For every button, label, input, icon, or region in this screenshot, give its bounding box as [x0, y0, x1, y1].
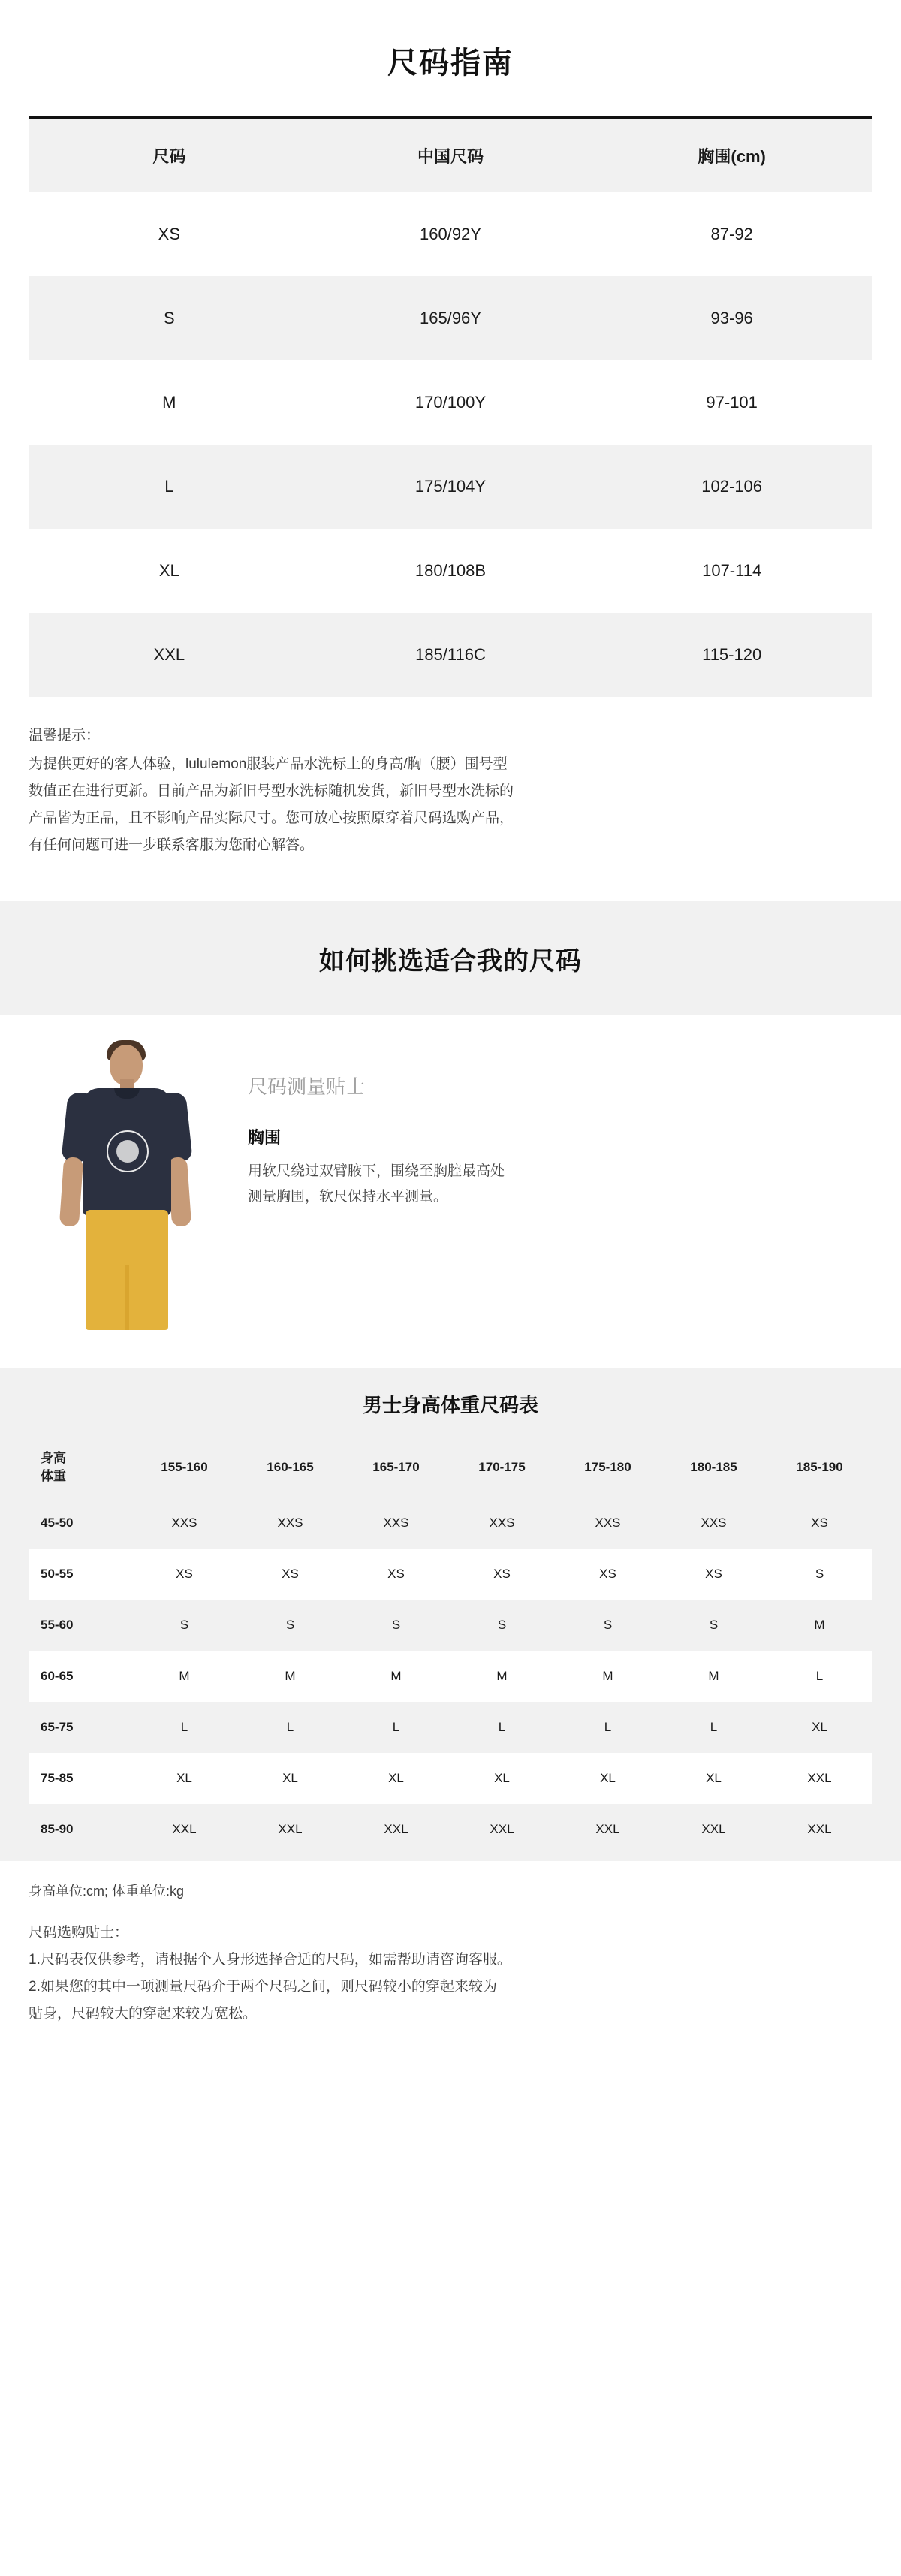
cell-size: M [131, 1651, 237, 1702]
cell-chest: 93-96 [591, 276, 872, 360]
cell-china-size: 175/104Y [310, 445, 592, 529]
row-header-weight: 60-65 [29, 1651, 131, 1702]
table-header-row [29, 119, 872, 192]
tips-subheading-chest: 胸围 [248, 1128, 282, 1147]
cell-size: M [237, 1651, 343, 1702]
corner-header-height: 身高 [41, 1451, 66, 1465]
cell-chest: 115-120 [591, 613, 872, 697]
cell-size: XXL [767, 1753, 872, 1804]
height-weight-table [29, 1437, 872, 1855]
cell-size: XL [343, 1753, 449, 1804]
row-header-weight: 50-55 [29, 1549, 131, 1600]
warm-tips-title: 温馨提示： [29, 728, 101, 744]
corner-header [29, 1437, 131, 1498]
cell-size: M [29, 360, 310, 445]
column-header-height-range: 175-180 [555, 1437, 661, 1498]
cell-china-size: 185/116C [310, 613, 592, 697]
cell-size: M [449, 1651, 555, 1702]
size-table-container [29, 116, 872, 697]
measurement-tips-text [248, 1040, 901, 1210]
cell-size: XS [131, 1549, 237, 1600]
cell-size: XS [449, 1549, 555, 1600]
cell-chest: 97-101 [591, 360, 872, 445]
cell-size: XL [767, 1702, 872, 1753]
purchase-tips-note [29, 1920, 872, 2028]
column-header-height-range: 185-190 [767, 1437, 872, 1498]
cell-size: XXS [661, 1498, 767, 1549]
cell-size: M [661, 1651, 767, 1702]
column-header-china-size: 中国尺码 [310, 119, 592, 192]
cell-size: XXS [449, 1498, 555, 1549]
warm-tips-line-2: 数值正在进行更新。目前产品为新旧号型水洗标随机发货，新旧号型水洗标的 [29, 783, 514, 799]
cell-size: L [131, 1702, 237, 1753]
cell-size: XXL [661, 1804, 767, 1855]
tips-body [248, 1159, 638, 1210]
cell-size: S [131, 1600, 237, 1651]
cell-size: XL [661, 1753, 767, 1804]
column-header-size: 尺码 [29, 119, 310, 192]
cell-size: S [237, 1600, 343, 1651]
cell-size: XXL [131, 1804, 237, 1855]
column-header-height-range: 160-165 [237, 1437, 343, 1498]
cell-size: XS [237, 1549, 343, 1600]
cell-size: L [29, 445, 310, 529]
cell-size: XS [767, 1498, 872, 1549]
column-header-height-range: 155-160 [131, 1437, 237, 1498]
cell-size: XXL [343, 1804, 449, 1855]
row-header-weight: 55-60 [29, 1600, 131, 1651]
table-row [29, 1549, 872, 1600]
table-row [29, 1753, 872, 1804]
row-header-weight: 65-75 [29, 1702, 131, 1753]
tips-heading: 尺码测量贴士 [248, 1075, 366, 1098]
how-to-choose-section-header [0, 901, 901, 1015]
model-figure [0, 1040, 248, 1341]
left-arm-shape [59, 1157, 83, 1227]
cell-size: S [343, 1600, 449, 1651]
cell-chest: 87-92 [591, 192, 872, 276]
table-row [29, 1498, 872, 1549]
cell-size: XL [555, 1753, 661, 1804]
unit-note: 身高单位:cm; 体重单位:kg [29, 1884, 185, 1899]
cell-size: XXL [449, 1804, 555, 1855]
measurement-tips-row [0, 1015, 901, 1357]
warm-tips-line-1: 为提供更好的客人体验，lululemon服装产品水洗标上的身高/胸（腰）围号型 [29, 756, 508, 772]
cell-chest: 107-114 [591, 529, 872, 613]
cell-size: XXL [29, 613, 310, 697]
cell-size: M [343, 1651, 449, 1702]
purchase-tips-line-1: 1.尺码表仅供参考，请根据个人身形选择合适的尺码，如需帮助请咨询客服。 [29, 1952, 511, 1968]
tips-body-line-2: 测量胸围，软尺保持水平测量。 [248, 1189, 448, 1205]
purchase-tips-line-3: 贴身，尺码较大的穿起来较为宽松。 [29, 2006, 258, 2022]
chest-logo-icon [107, 1130, 149, 1172]
cell-china-size: 170/100Y [310, 360, 592, 445]
cell-size: L [555, 1702, 661, 1753]
cell-size: XS [29, 192, 310, 276]
height-weight-title: 男士身高体重尺码表 [362, 1394, 538, 1416]
cell-size: XL [237, 1753, 343, 1804]
cell-china-size: 160/92Y [310, 192, 592, 276]
table-row [29, 360, 872, 445]
page-title: 尺码指南 [387, 47, 514, 80]
warm-tips-line-3: 产品皆为正品，且不影响产品实际尺寸。您可放心按照原穿着尺码选购产品， [29, 810, 514, 826]
cell-size: M [767, 1600, 872, 1651]
tips-body-line-1: 用软尺绕过双臂腋下，围绕至胸腔最高处 [248, 1163, 505, 1179]
cell-size: XXL [767, 1804, 872, 1855]
cell-size: S [555, 1600, 661, 1651]
cell-size: XL [131, 1753, 237, 1804]
column-header-height-range: 180-185 [661, 1437, 767, 1498]
cell-size: L [343, 1702, 449, 1753]
table-row [29, 1651, 872, 1702]
cell-size: XXS [555, 1498, 661, 1549]
table-row [29, 1600, 872, 1651]
size-table [29, 119, 872, 697]
column-header-chest: 胸围(cm) [591, 119, 872, 192]
cell-size: S [449, 1600, 555, 1651]
cell-size: S [767, 1549, 872, 1600]
purchase-tips-title: 尺码选购贴士： [29, 1925, 129, 1941]
height-weight-section [0, 1368, 901, 1861]
cell-size: XXS [237, 1498, 343, 1549]
warm-tips-note [29, 722, 872, 859]
cell-size: L [449, 1702, 555, 1753]
cell-size: XS [555, 1549, 661, 1600]
cell-size: M [555, 1651, 661, 1702]
row-header-weight: 75-85 [29, 1753, 131, 1804]
table-row [29, 613, 872, 697]
table-row [29, 192, 872, 276]
corner-header-weight: 体重 [41, 1469, 66, 1483]
table-row [29, 1702, 872, 1753]
purchase-tips-line-2: 2.如果您的其中一项测量尺码介于两个尺码之间，则尺码较小的穿起来较为 [29, 1979, 497, 1995]
cell-size: L [237, 1702, 343, 1753]
cell-size: XXS [131, 1498, 237, 1549]
warm-tips-line-4: 有任何问题可进一步联系客服为您耐心解答。 [29, 837, 315, 853]
cell-size: XL [449, 1753, 555, 1804]
row-header-weight: 85-90 [29, 1804, 131, 1855]
section-title: 如何挑选适合我的尺码 [319, 947, 582, 976]
table-row [29, 529, 872, 613]
cell-size: XS [661, 1549, 767, 1600]
table-row [29, 445, 872, 529]
cell-size: XXL [237, 1804, 343, 1855]
cell-size: XXS [343, 1498, 449, 1549]
person-illustration [38, 1040, 210, 1341]
column-header-height-range: 170-175 [449, 1437, 555, 1498]
row-header-weight: 45-50 [29, 1498, 131, 1549]
cell-size: L [661, 1702, 767, 1753]
cell-size: S [661, 1600, 767, 1651]
table-row [29, 1804, 872, 1855]
cell-chest: 102-106 [591, 445, 872, 529]
cell-size: XS [343, 1549, 449, 1600]
cell-china-size: 180/108B [310, 529, 592, 613]
cell-size: XXL [555, 1804, 661, 1855]
column-header-height-range: 165-170 [343, 1437, 449, 1498]
table-header-row [29, 1437, 872, 1498]
pants-seam-shape [125, 1265, 129, 1330]
cell-size: XL [29, 529, 310, 613]
cell-size: S [29, 276, 310, 360]
height-weight-table-container [29, 1437, 872, 1855]
table-row [29, 276, 872, 360]
cell-china-size: 165/96Y [310, 276, 592, 360]
cell-size: L [767, 1651, 872, 1702]
